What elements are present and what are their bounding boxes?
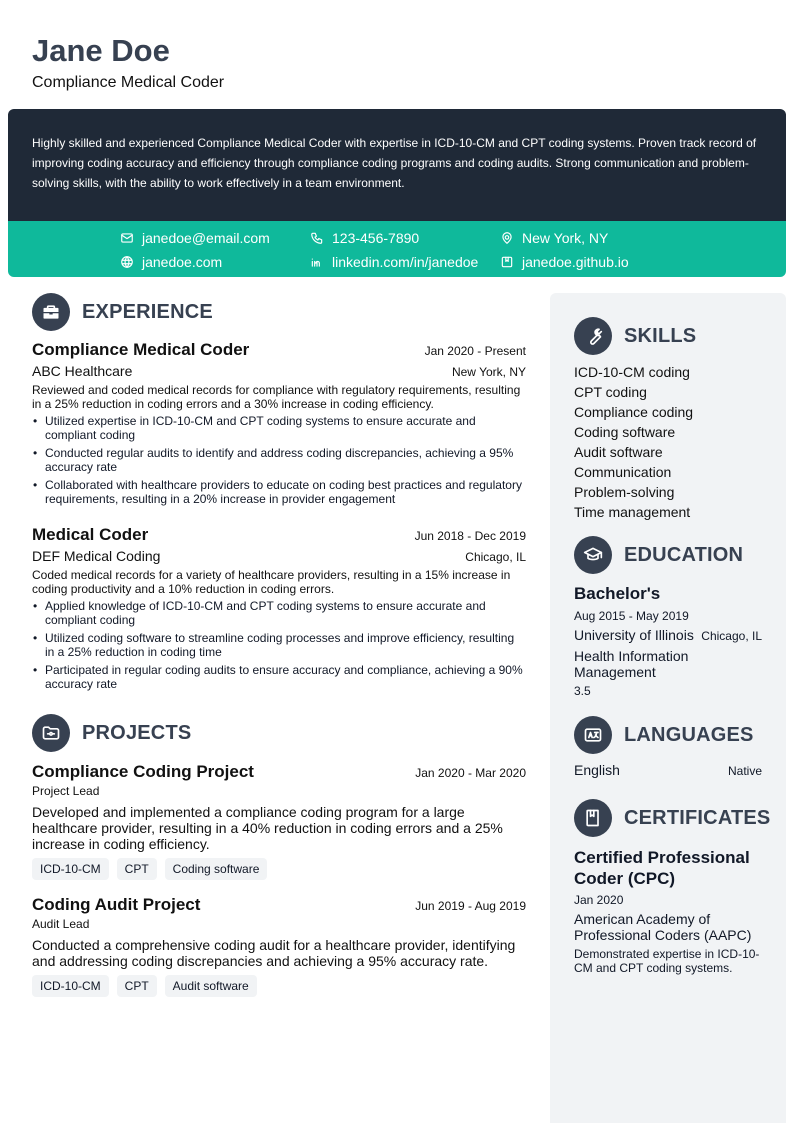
education-gpa: 3.5 [574,684,591,698]
language-entry [574,762,762,779]
experience-bullets [32,599,526,691]
job-title: Compliance Medical Coder [32,74,225,91]
experience-bullets [32,414,526,506]
education-entry [574,584,762,699]
mail-icon [120,231,134,245]
education-school: University of Illinois [574,627,694,643]
translate-icon [574,716,612,754]
education-field: Health Information Management [574,648,689,680]
skill-item: Coding software [574,424,676,440]
skill-item: Compliance coding [574,404,694,420]
education-degree: Bachelor's [574,584,661,603]
person-name: Jane Doe [32,33,170,68]
experience-date: Jan 2020 - Present [424,344,526,358]
project-role: Audit Lead [32,917,90,931]
experience-title: EXPERIENCE [82,300,213,323]
location-text: New York, NY [522,230,609,246]
contact-phone[interactable] [310,229,419,247]
tag: Coding software [165,858,268,880]
project-tags [32,858,526,880]
tag: CPT [117,858,157,880]
contact-email[interactable] [120,229,270,247]
project-title: Compliance Coding Project [32,762,254,781]
education-title: EDUCATION [624,543,744,566]
certificate-date: Jan 2020 [574,893,624,907]
experience-date: Jun 2018 - Dec 2019 [414,529,526,543]
certificate-issuer: American Academy of Professional Coders (AAPC) [574,911,752,943]
linkedin-icon [310,255,324,269]
experience-description: Coded medical records for a variety of healthcare providers, resulting in a 15% increase in coding productivity and a 10% reduction in coding errors. [32,568,511,596]
certificate-entry [574,847,762,975]
certificate-description: Demonstrated expertise in ICD-10-CM and CPT coding systems. [574,947,760,975]
bullet-item: • Applied knowledge of ICD-10-CM and CPT coding systems to ensure accurate and compliant coding [32,599,526,627]
education-location: Chicago, IL [701,629,762,643]
experience-entry [32,340,526,510]
github-text: janedoe.github.io [522,254,629,270]
skill-item: ICD-10-CM coding [574,364,690,380]
briefcase-icon [32,293,70,331]
bullet-item: • Collaborated with healthcare providers to educate on coding best practices and regulatory requirements, resulting in a 20% increase in provider engagement [32,478,526,506]
certificate-title: Certified Professional Coder (CPC) [574,848,750,888]
summary-panel [8,109,786,221]
experience-title: Compliance Medical Coder [32,340,250,359]
languages-heading [574,716,754,754]
folder-icon [32,714,70,752]
language-level: Native [727,764,762,778]
phone-text: 123-456-7890 [332,230,420,246]
experience-title: Medical Coder [32,525,149,544]
project-entry [32,762,526,880]
project-description: Developed and implemented a compliance coding program for a large healthcare provider, resulting in a 40% reduction in coding errors and a 25% increase in coding efficiency. [32,804,503,852]
bookmark-icon [500,255,514,269]
wrench-icon [574,317,612,355]
project-title: Coding Audit Project [32,895,201,914]
book-icon [574,799,612,837]
tag: ICD-10-CM [32,975,109,997]
experience-entry [32,525,526,695]
project-entry [32,895,526,997]
phone-icon [310,231,324,245]
skill-item: Problem-solving [574,484,675,500]
contact-linkedin[interactable] [310,253,478,271]
education-date: Aug 2015 - May 2019 [574,609,689,623]
tag: Audit software [165,975,257,997]
languages-title: LANGUAGES [624,723,754,746]
linkedin-text: linkedin.com/in/janedoe [332,254,479,270]
skills-title: SKILLS [624,324,697,347]
project-date: Jan 2020 - Mar 2020 [415,766,526,780]
education-heading [574,536,743,574]
experience-location: Chicago, IL [465,550,526,564]
experience-heading [32,293,213,331]
resume-header [32,32,224,92]
tag: CPT [117,975,157,997]
tag: ICD-10-CM [32,858,109,880]
projects-title: PROJECTS [82,721,192,744]
skill-item: Audit software [574,444,663,460]
skill-item: Time management [574,504,691,520]
language-name: English [574,762,620,778]
skill-item: CPT coding [574,384,647,400]
experience-location: New York, NY [451,365,526,379]
bullet-item: • Participated in regular coding audits to ensure accuracy and compliance, achieving a 90% accuracy rate [32,663,526,691]
experience-company: DEF Medical Coding [32,548,161,564]
certificates-heading [574,799,770,837]
project-description: Conducted a comprehensive coding audit for a healthcare provider, identifying and addressing coding discrepancies and achieving a 95% accuracy rate. [32,937,516,969]
summary-text: Highly skilled and experienced Compliance Medical Coder with expertise in ICD-10-CM and CPT coding systems. Proven track record of improving coding accuracy and efficiency through compliance coding programs and coding audits. Strong communication and problem-solving skills, with the ability to work effectively in a team environment. [32,136,757,190]
skills-heading [574,317,696,355]
bullet-item: • Utilized coding software to streamline coding processes and improve efficiency, resulting in a 25% reduction in coding time [32,631,526,659]
contact-github[interactable] [500,253,629,271]
projects-heading [32,714,191,752]
website-text: janedoe.com [142,254,223,270]
graduation-cap-icon [574,536,612,574]
contact-location [500,229,608,247]
experience-company: ABC Healthcare [32,363,133,379]
bullet-item: • Conducted regular audits to identify and address coding discrepancies, achieving a 95% accuracy rate [32,446,526,474]
project-role: Project Lead [32,784,100,798]
certificates-title: CERTIFICATES [624,806,771,829]
globe-icon [120,255,134,269]
email-text: janedoe@email.com [142,230,270,246]
contact-website[interactable] [120,253,222,271]
project-date: Jun 2019 - Aug 2019 [415,899,526,913]
contact-bar [8,221,786,277]
skills-list [574,362,762,522]
skill-item: Communication [574,464,672,480]
experience-description: Reviewed and coded medical records for compliance with regulatory requirements, resulting in a 25% reduction in coding errors and a 30% increase in coding efficiency. [32,383,521,411]
project-tags [32,975,526,997]
map-pin-icon [500,231,514,245]
bullet-item: • Utilized expertise in ICD-10-CM and CPT coding systems to ensure accurate and compliant coding [32,414,526,442]
